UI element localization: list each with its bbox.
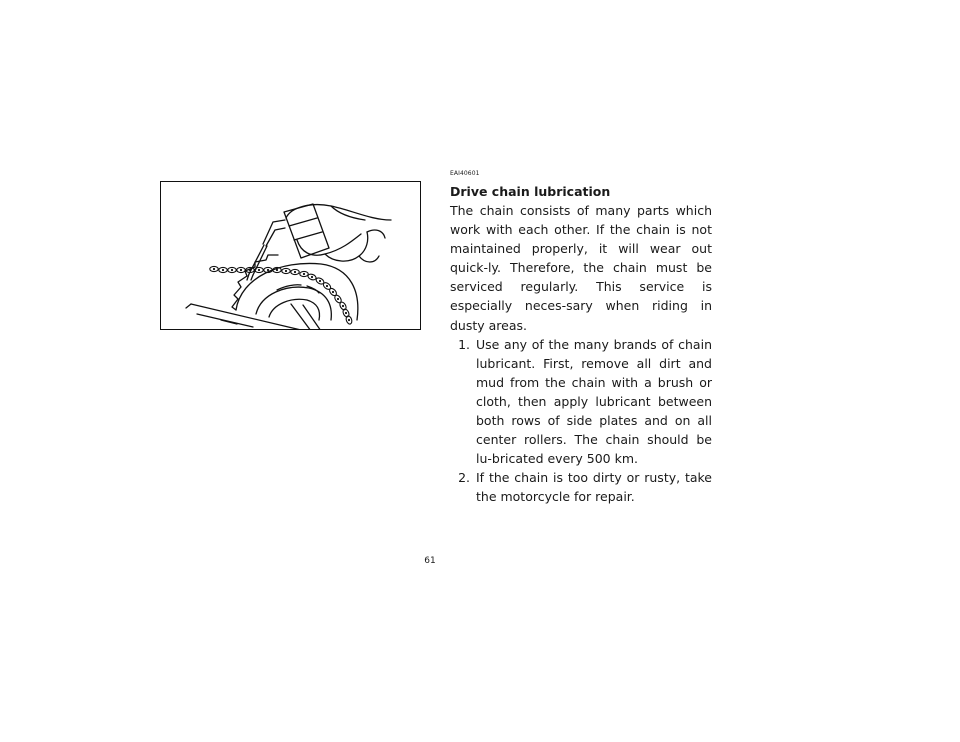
section-title: Drive chain lubrication [450,184,611,199]
hand-oiler-chain-icon [161,182,421,330]
step-text: If the chain is too dirty or rusty, take the motorcycle for repair. [476,470,712,505]
list-item [450,468,712,506]
list-item [450,335,712,469]
chain-lubrication-illustration [160,181,421,330]
intro-paragraph: The chain consists of many parts which work with each other. If the chain is not maintained properly, it will wear out quick-ly. Therefore, the chain must be serviced regularly. This service is especially neces-sary when riding in dusty areas. [450,203,712,333]
steps-list [450,335,712,507]
step-number: 1. [458,336,470,352]
section-code: EAI40601 [450,170,480,177]
section-content [450,170,712,507]
step-number: 2. [458,470,470,486]
step-text: Use any of the many brands of chain lubricant. First, remove all dirt and mud from the chain with a brush or cloth, then apply lubricant between both rows of side plates and on all center rollers. The chain should be lu-bricated every 500 km. [476,336,712,467]
page-number: 61 [424,556,436,566]
